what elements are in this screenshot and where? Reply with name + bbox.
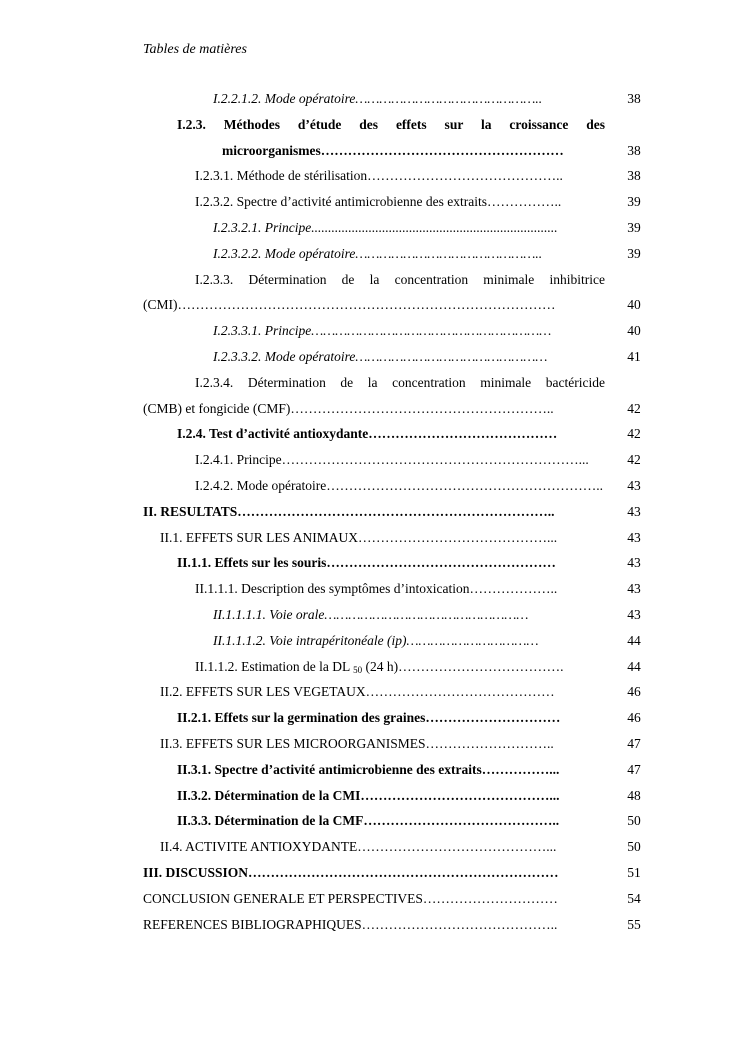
toc-entry-title: CONCLUSION GENERALE ET PERSPECTIVES………………………… — [143, 890, 558, 906]
toc-entry[interactable] — [0, 757, 745, 783]
toc-entry-title: I.2.4.1. Principe…………………………………………………………... — [195, 452, 589, 468]
toc-entry-title: II. RESULTATS…………………………………………………………….. — [143, 503, 555, 519]
toc-entry-title: I.2.4. Test d’activité antioxydante…………………………………… — [177, 426, 558, 442]
toc-page-number: 54 — [627, 890, 641, 906]
toc-entry[interactable] — [0, 654, 745, 680]
toc-page-number: 42 — [627, 426, 641, 442]
toc-entry[interactable] — [0, 731, 745, 757]
toc-entry-title: II.1.1.1.2. Voie intrapéritonéale (ip)…………………………… — [213, 632, 539, 648]
toc-entry[interactable] — [0, 525, 745, 551]
toc-entry[interactable] — [0, 138, 745, 164]
toc-entry[interactable] — [0, 912, 745, 938]
toc-entry[interactable] — [0, 396, 745, 422]
toc-entry-title: II.1.1.1.1. Voie orale…………………………………………… — [213, 606, 529, 622]
toc-entry-title: I.2.3.2.2. Mode opératoire……………………………………….. — [213, 245, 543, 261]
toc-entry[interactable] — [0, 886, 745, 912]
toc-entry-title: II.1.1.1. Description des symptômes d’intoxication……………….. — [195, 581, 558, 597]
toc-entry[interactable] — [0, 163, 745, 189]
toc-entry-title: I.2.3.3.1. Principe…………………………………………………… — [213, 323, 552, 339]
toc-entry[interactable] — [0, 370, 745, 396]
toc-entry[interactable] — [0, 834, 745, 860]
page-header: Tables de matières — [143, 42, 247, 57]
toc-page-number: 40 — [627, 323, 641, 339]
toc-entry[interactable] — [0, 86, 745, 112]
toc-entry[interactable] — [0, 628, 745, 654]
table-of-contents — [0, 86, 745, 937]
toc-page-number: 44 — [627, 632, 641, 648]
toc-entry[interactable] — [0, 679, 745, 705]
toc-entry-title: I.2.3.2. Spectre d’activité antimicrobienne des extraits…………….. — [195, 194, 562, 210]
toc-page-number: 50 — [627, 839, 641, 855]
toc-entry-title: (CMI)………………………………………………………………………… — [143, 297, 556, 313]
toc-entry[interactable] — [0, 499, 745, 525]
toc-entry-title: I.2.3.2.1. Principe......................................................................... — [213, 219, 558, 235]
toc-entry[interactable] — [0, 576, 745, 602]
toc-entry[interactable] — [0, 421, 745, 447]
toc-entry-title: II.1.1.2. Estimation de la DL $_{50}$ (24 h)………………………………. — [195, 658, 564, 675]
toc-page-number: 43 — [627, 581, 641, 597]
toc-entry[interactable] — [0, 189, 745, 215]
toc-entry-title: II.3. EFFETS SUR LES MICROORGANISMES……………………….. — [160, 735, 554, 751]
toc-page-number: 43 — [627, 555, 641, 571]
toc-entry[interactable] — [0, 808, 745, 834]
toc-entry-title: REFERENCES BIBLIOGRAPHIQUES…………………………………….. — [143, 916, 558, 932]
toc-entry[interactable] — [0, 267, 745, 293]
toc-entry[interactable] — [0, 860, 745, 886]
toc-entry-title: I.2.3. Méthodes d’étude des effets sur la croissance des — [177, 116, 605, 132]
toc-page-number: 46 — [627, 710, 641, 726]
toc-entry-title: microorganismes……………………………………………… — [222, 142, 564, 158]
toc-entry-title: II.1. EFFETS SUR LES ANIMAUX……………………………………... — [160, 529, 558, 545]
toc-page-number: 47 — [627, 761, 641, 777]
toc-entry[interactable] — [0, 447, 745, 473]
toc-page-number: 42 — [627, 452, 641, 468]
toc-entry-title: II.4. ACTIVITE ANTIOXYDANTE……………………………………... — [160, 839, 557, 855]
toc-entry-title: II.3.2. Détermination de la CMI……………………………………... — [177, 787, 560, 803]
toc-page-number: 43 — [627, 529, 641, 545]
toc-entry-title: I.2.4.2. Mode opératoire…………………………………………………….. — [195, 477, 603, 493]
toc-page-number: 39 — [627, 194, 641, 210]
toc-entry-title: I.2.3.3.2. Mode opératoire………………………………………… — [213, 348, 548, 364]
toc-entry[interactable] — [0, 550, 745, 576]
toc-entry[interactable] — [0, 292, 745, 318]
toc-page-number: 39 — [627, 219, 641, 235]
toc-entry[interactable] — [0, 783, 745, 809]
toc-entry-title: II.1.1. Effets sur les souris…………………………………………… — [177, 555, 556, 571]
toc-entry-title: I.2.2.1.2. Mode opératoire……………………………………….. — [213, 91, 543, 106]
toc-entry-title: I.2.3.4. Détermination de la concentration minimale bactéricide — [195, 374, 605, 390]
toc-page-number: 55 — [627, 916, 641, 932]
toc-entry-title: I.2.3.3. Détermination de la concentration minimale inhibitrice — [195, 271, 605, 287]
toc-page-number: 47 — [627, 735, 641, 751]
subscript: 50 — [353, 664, 363, 675]
toc-entry-title: II.2.1. Effets sur la germination des graines………………………… — [177, 710, 561, 726]
toc-page-number: 50 — [627, 813, 641, 829]
toc-page-number: 51 — [627, 864, 641, 880]
toc-page-number: 42 — [627, 400, 641, 416]
toc-entry-title: (CMB) et fongicide (CMF)………………………………………………….. — [143, 400, 554, 416]
toc-entry-title: II.3.1. Spectre d’activité antimicrobienne des extraits……………... — [177, 761, 560, 777]
toc-entry[interactable] — [0, 344, 745, 370]
toc-page-number: 39 — [627, 245, 641, 261]
toc-entry[interactable] — [0, 473, 745, 499]
toc-entry[interactable] — [0, 215, 745, 241]
toc-entry[interactable] — [0, 602, 745, 628]
toc-page-number: 48 — [627, 787, 641, 803]
toc-entry[interactable] — [0, 705, 745, 731]
toc-page-number: 38 — [627, 168, 641, 184]
toc-page-number: 43 — [627, 606, 641, 622]
toc-page-number: 44 — [627, 658, 641, 674]
toc-page-number: 40 — [627, 297, 641, 313]
toc-page-number: 43 — [627, 503, 641, 519]
toc-page-number: 41 — [627, 348, 641, 364]
toc-entry-title: II.3.3. Détermination de la CMF…………………………………….. — [177, 813, 560, 829]
toc-page-number: 38 — [627, 142, 641, 158]
toc-page-number: 38 — [627, 91, 641, 106]
toc-entry[interactable] — [0, 112, 745, 138]
toc-page-number: 46 — [627, 684, 641, 700]
toc-entry[interactable] — [0, 318, 745, 344]
toc-entry-title: III. DISCUSSION…………………………………………………………… — [143, 864, 559, 880]
toc-entry-title: II.2. EFFETS SUR LES VEGETAUX…………………………………… — [160, 684, 555, 700]
toc-entry-title: I.2.3.1. Méthode de stérilisation…………………………………….. — [195, 168, 563, 184]
toc-entry[interactable] — [0, 241, 745, 267]
toc-page-number: 43 — [627, 477, 641, 493]
